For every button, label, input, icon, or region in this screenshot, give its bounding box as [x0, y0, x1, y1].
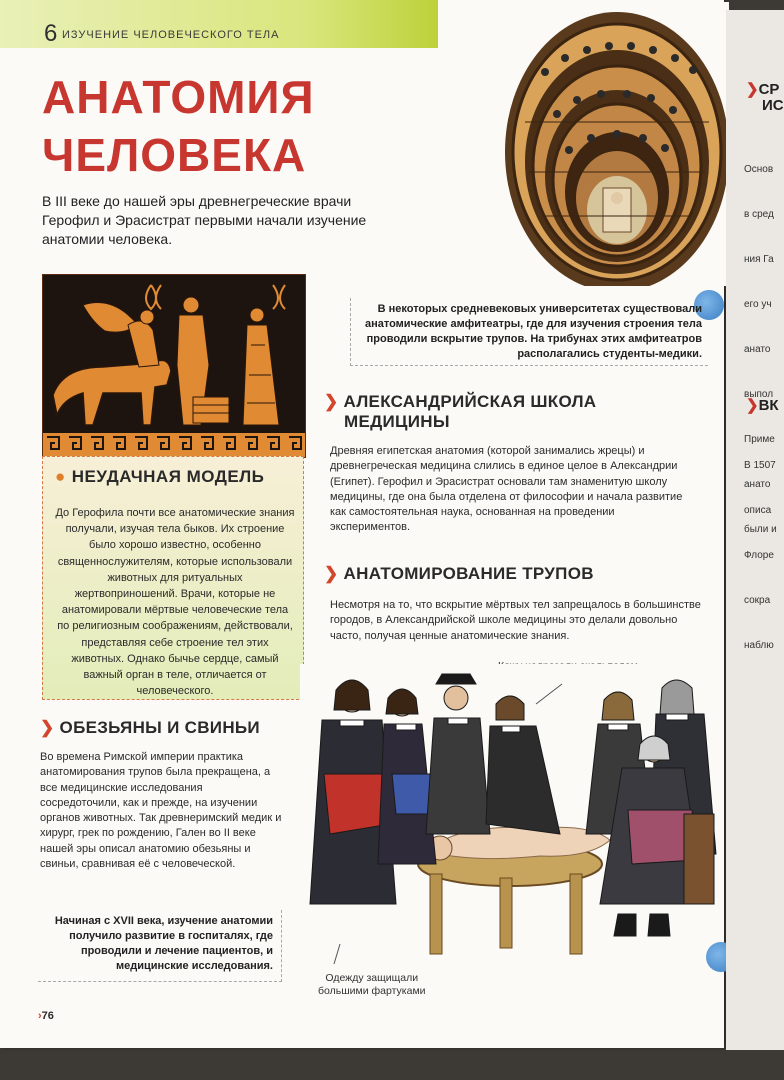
bullet-icon: ● — [55, 467, 66, 486]
chapter-title: ИЗУЧЕНИЕ ЧЕЛОВЕЧЕСКОГО ТЕЛА — [62, 29, 280, 41]
next-page-line: описа — [744, 505, 772, 516]
heading-dissection — [324, 564, 594, 584]
next-page-heading1-a: СР — [758, 81, 780, 98]
next-page-line: в сред — [744, 209, 774, 220]
next-page-heading1 — [746, 82, 784, 114]
chevron-right-icon: › — [38, 1010, 42, 1022]
page-title-line1: АНАТОМИЯ — [42, 71, 315, 123]
page-number — [38, 1010, 54, 1022]
heading-dissection-text: АНАТОМИРОВАНИЕ ТРУПОВ — [343, 564, 594, 583]
sidebar-box-model — [42, 456, 304, 700]
heading-alexandria — [324, 392, 596, 432]
next-page-line: ния Га — [744, 254, 774, 265]
chapter-number: 6 — [44, 20, 58, 47]
heading-alexandria-line2: МЕДИЦИНЫ — [344, 412, 450, 431]
next-page-line: Основ — [744, 164, 774, 175]
chevron-right-icon: ❯ — [324, 392, 339, 411]
dissection-text: Несмотря на то, что вскрытие мёртвых тел запрещалось в большинстве городов, в Александрийской школе медицины это делали довольно часто, получая ценные анатомические знания. — [330, 599, 701, 642]
heading-alexandria-line1: АЛЕКСАНДРИЙСКАЯ ШКОЛА — [343, 392, 597, 411]
next-page-line: наблю — [744, 640, 774, 651]
model-heading-text: НЕУДАЧНАЯ МОДЕЛЬ — [71, 467, 265, 486]
bottom-note-text: Начиная с XVII века, изучение анатомии получило развитие в госпиталях, где проводили и лечение пациентов, и медицинские исследования. — [54, 915, 273, 972]
dissection-scene-illustration — [300, 664, 724, 994]
page-number-text: 76 — [41, 1010, 54, 1022]
page-title — [42, 68, 315, 184]
next-page-edge — [726, 10, 784, 1050]
chevron-right-icon: ❯ — [746, 397, 759, 414]
chevron-right-icon: ❯ — [324, 564, 339, 583]
alexandria-text: Древняя египетская анатомия (которой занимались жрецы) и древнегреческая медицина слились в единое целое в Александрии (Египет). Герофил и Эрасистрат основали там знаменитую школу медицины, где она была отделена от философии и начала развитие как самостоятельная наука, основанная на проведении экспериментов. — [330, 445, 683, 534]
next-page-line: были и — [744, 524, 777, 535]
next-page-line: его уч — [744, 299, 772, 310]
amphitheater-caption-box — [350, 298, 708, 366]
chevron-right-icon: ❯ — [40, 718, 55, 737]
next-page-line: сокра — [744, 595, 771, 606]
callout-aprons-line1: Одежду защищали — [325, 972, 419, 984]
anatomical-amphitheater-illustration — [505, 2, 729, 286]
next-page-line: В 1507 — [744, 460, 776, 471]
bottom-note-box — [38, 910, 282, 982]
chapter-header-band — [0, 0, 438, 48]
next-page-line: Приме — [744, 434, 775, 445]
next-page-heading2-text: ВК — [758, 397, 779, 414]
heading-monkeys-text: ОБЕЗЬЯНЫ И СВИНЬИ — [59, 718, 260, 737]
heading-monkeys — [40, 718, 260, 738]
greek-vase-illustration — [42, 274, 306, 458]
amphitheater-caption: В некоторых средневековых университетах существовали анатомические амфитеатры, где для изучения строения тела проводили вскрытие трупов. На трибунах этих амфитеатров располагались студенты-медики. — [364, 303, 702, 360]
lead-paragraph: В III веке до нашей эры древнегреческие врачи Герофил и Эрасистрат первыми начали изучение анатомии человека. — [42, 193, 367, 247]
callout-aprons — [318, 972, 426, 998]
next-page-heading2 — [746, 398, 779, 414]
next-page-text2 — [744, 428, 776, 683]
next-page-line: анато — [744, 479, 771, 490]
callout-aprons-line2: большими фартуками — [318, 985, 426, 997]
monkeys-text: Во времена Римской империи практика анатомирования трупов была прекращена, а все медицинские исследования сосредоточили, как и прежде, на изучении органов животных. Так древнеримский медик и хирург, грек по рождению, Гален во II веке нашей эры описал анатомию обезьяны и свиньи, сравнивая её с человеческой. — [40, 751, 282, 871]
next-page-line: анато — [744, 344, 771, 355]
chevron-right-icon: ❯ — [746, 81, 759, 98]
next-page-line: Флоре — [744, 550, 774, 561]
next-page-line: выпол — [744, 389, 774, 400]
model-heading — [55, 467, 264, 487]
page-title-line2: ЧЕЛОВЕКА — [42, 129, 307, 181]
model-text: До Герофила почти все анатомические знания получали, изучая тела быков. Их строение было хорошо известно, особенно священнослужителям, которые использовали животных для ритуальных жертвоприношений. Врачи, которые не анатомировали мёртвые человеческие тела по религиозным соображениям, действовали, представляя себе строение тел этих животных. Однако бычье сердце, самый важный орган в теле, отличается от человеческого. — [55, 507, 295, 698]
next-page-heading1-b: ИС — [762, 97, 784, 114]
